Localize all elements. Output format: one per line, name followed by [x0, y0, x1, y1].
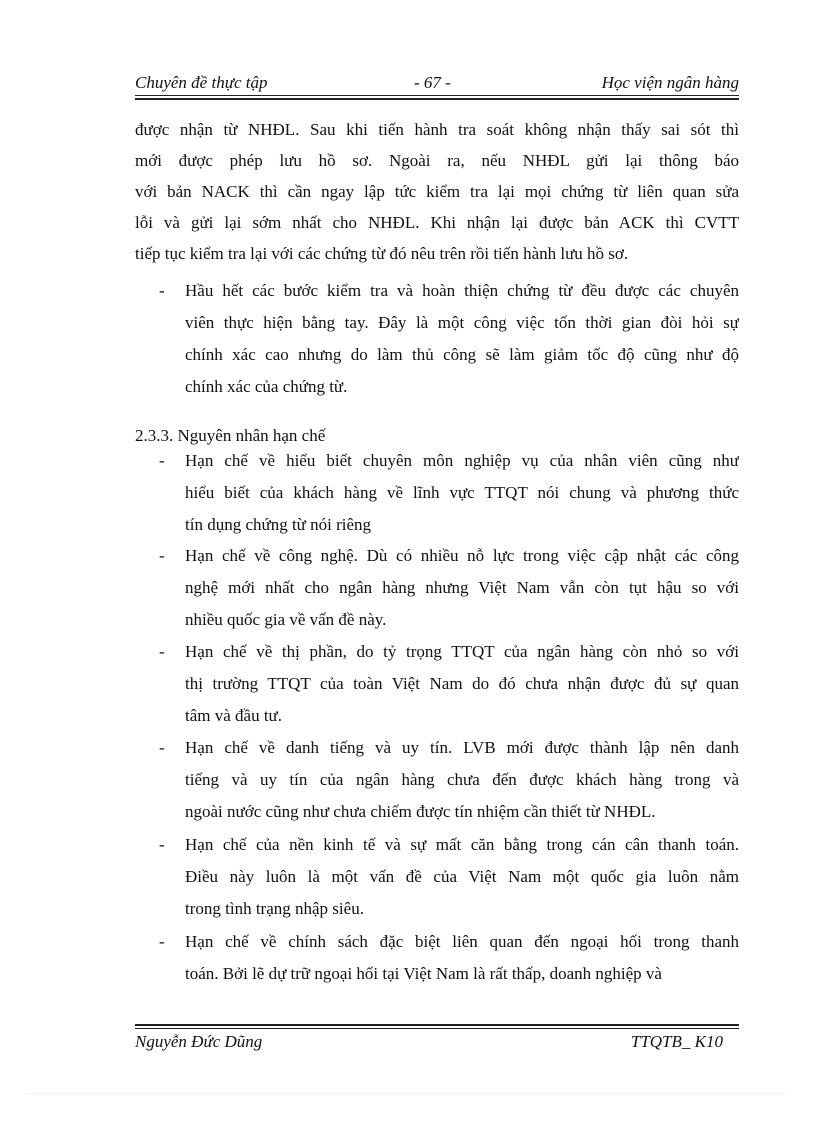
paragraph-line: với bản NACK thì cần ngay lập tức kiểm tra lại mọi chứng từ liên quan sửa	[135, 182, 739, 201]
paragraph-line: tiếp tục kiểm tra lại với các chứng từ đó nêu trên rồi tiến hành lưu hồ sơ.	[135, 244, 629, 263]
bullet-dash: -	[159, 932, 165, 951]
paragraph-line: được nhận từ NHĐL. Sau khi tiến hành tra soát không nhận thấy sai sót thì	[135, 120, 739, 139]
bullet-line: nghệ mới nhất cho ngân hàng nhưng Việt Nam vẫn còn tụt hậu so với	[185, 578, 739, 597]
bullet-line: Điều này luôn là một vấn đề của Việt Nam một quốc gia luôn nằm	[185, 867, 739, 886]
bullet-line: Hạn chế về thị phần, do tỷ trọng TTQT của ngân hàng còn nhỏ so với	[185, 642, 739, 661]
bullet-dash: -	[159, 281, 165, 300]
footer-author: Nguyễn Đức Dũng	[135, 1032, 263, 1051]
header-rule-thin	[135, 95, 739, 96]
footer-rule-thin	[135, 1028, 739, 1029]
bullet-line: tín dụng chứng từ nói riêng	[185, 515, 372, 534]
header-rule-thick	[135, 98, 739, 100]
bullet-line: Hầu hết các bước kiểm tra và hoàn thiện chứng từ đều được các chuyên	[185, 281, 739, 300]
bullet-line: nhiều quốc gia về vấn đề này.	[185, 610, 387, 629]
bullet-line: hiểu biết của khách hàng về lĩnh vực TTQT nói chung và phương thức	[185, 483, 739, 502]
bullet-line: toán. Bởi lẽ dự trữ ngoại hối tại Việt Nam là rất thấp, doanh nghiệp và	[185, 964, 662, 983]
bullet-line: thị trường TTQT của toàn Việt Nam do đó chưa nhận được đủ sự quan	[185, 674, 739, 693]
footer-class-code: TTQTB_ K10	[630, 1032, 723, 1051]
bullet-dash: -	[159, 451, 165, 470]
bullet-line: Hạn chế của nền kinh tế và sự mất căn bằng trong cán cân thanh toán.	[185, 835, 739, 854]
bullet-line: Hạn chế về hiểu biết chuyên môn nghiệp vụ của nhân viên cũng như	[185, 451, 739, 470]
bullet-line: tâm và đầu tư.	[185, 706, 283, 725]
bullet-dash: -	[159, 546, 165, 565]
footer-rule-thick	[135, 1024, 739, 1026]
bullet-line: viên thực hiện bằng tay. Đây là một công việc tốn thời gian đòi hỏi sự	[185, 313, 739, 332]
bullet-line: Hạn chế về danh tiếng và uy tín. LVB mới được thành lập nên danh	[185, 738, 739, 757]
bullet-line: tiếng và uy tín của ngân hàng chưa đến được khách hàng trong và	[185, 770, 739, 789]
page-header	[135, 72, 739, 94]
page-number: - 67 -	[414, 73, 451, 92]
bullet-dash: -	[159, 835, 165, 854]
paragraph-line: mới được phép lưu hồ sơ. Ngoài ra, nếu NHĐL gửi lại thông báo	[135, 151, 739, 170]
header-document-type: Chuyên đề thực tập	[135, 73, 268, 92]
paragraph-line: lỗi và gửi lại sớm nhất cho NHĐL. Khi nhận lại được bản ACK thì CVTT	[135, 213, 739, 232]
bullet-line: Hạn chế về chính sách đặc biệt liên quan đến ngoại hối trong thanh	[185, 932, 739, 951]
section-heading: 2.3.3. Nguyên nhân hạn chế	[135, 426, 326, 445]
bullet-dash: -	[159, 642, 165, 661]
header-institution: Học viện ngân hàng	[601, 73, 739, 92]
bullet-line: ngoài nước cũng như chưa chiếm được tín nhiệm cần thiết từ NHĐL.	[185, 802, 656, 821]
page-footer	[135, 1031, 739, 1053]
bullet-line: Hạn chế về công nghệ. Dù có nhiều nỗ lực trong việc cập nhật các công	[185, 546, 739, 565]
bullet-line: chính xác của chứng từ.	[185, 377, 348, 396]
bullet-line: chính xác cao nhưng do làm thủ công sẽ làm giảm tốc độ cũng như độ	[185, 345, 739, 364]
page-edge-divider	[28, 1093, 788, 1094]
bullet-dash: -	[159, 738, 165, 757]
bullet-line: trong tình trạng nhập siêu.	[185, 899, 364, 918]
